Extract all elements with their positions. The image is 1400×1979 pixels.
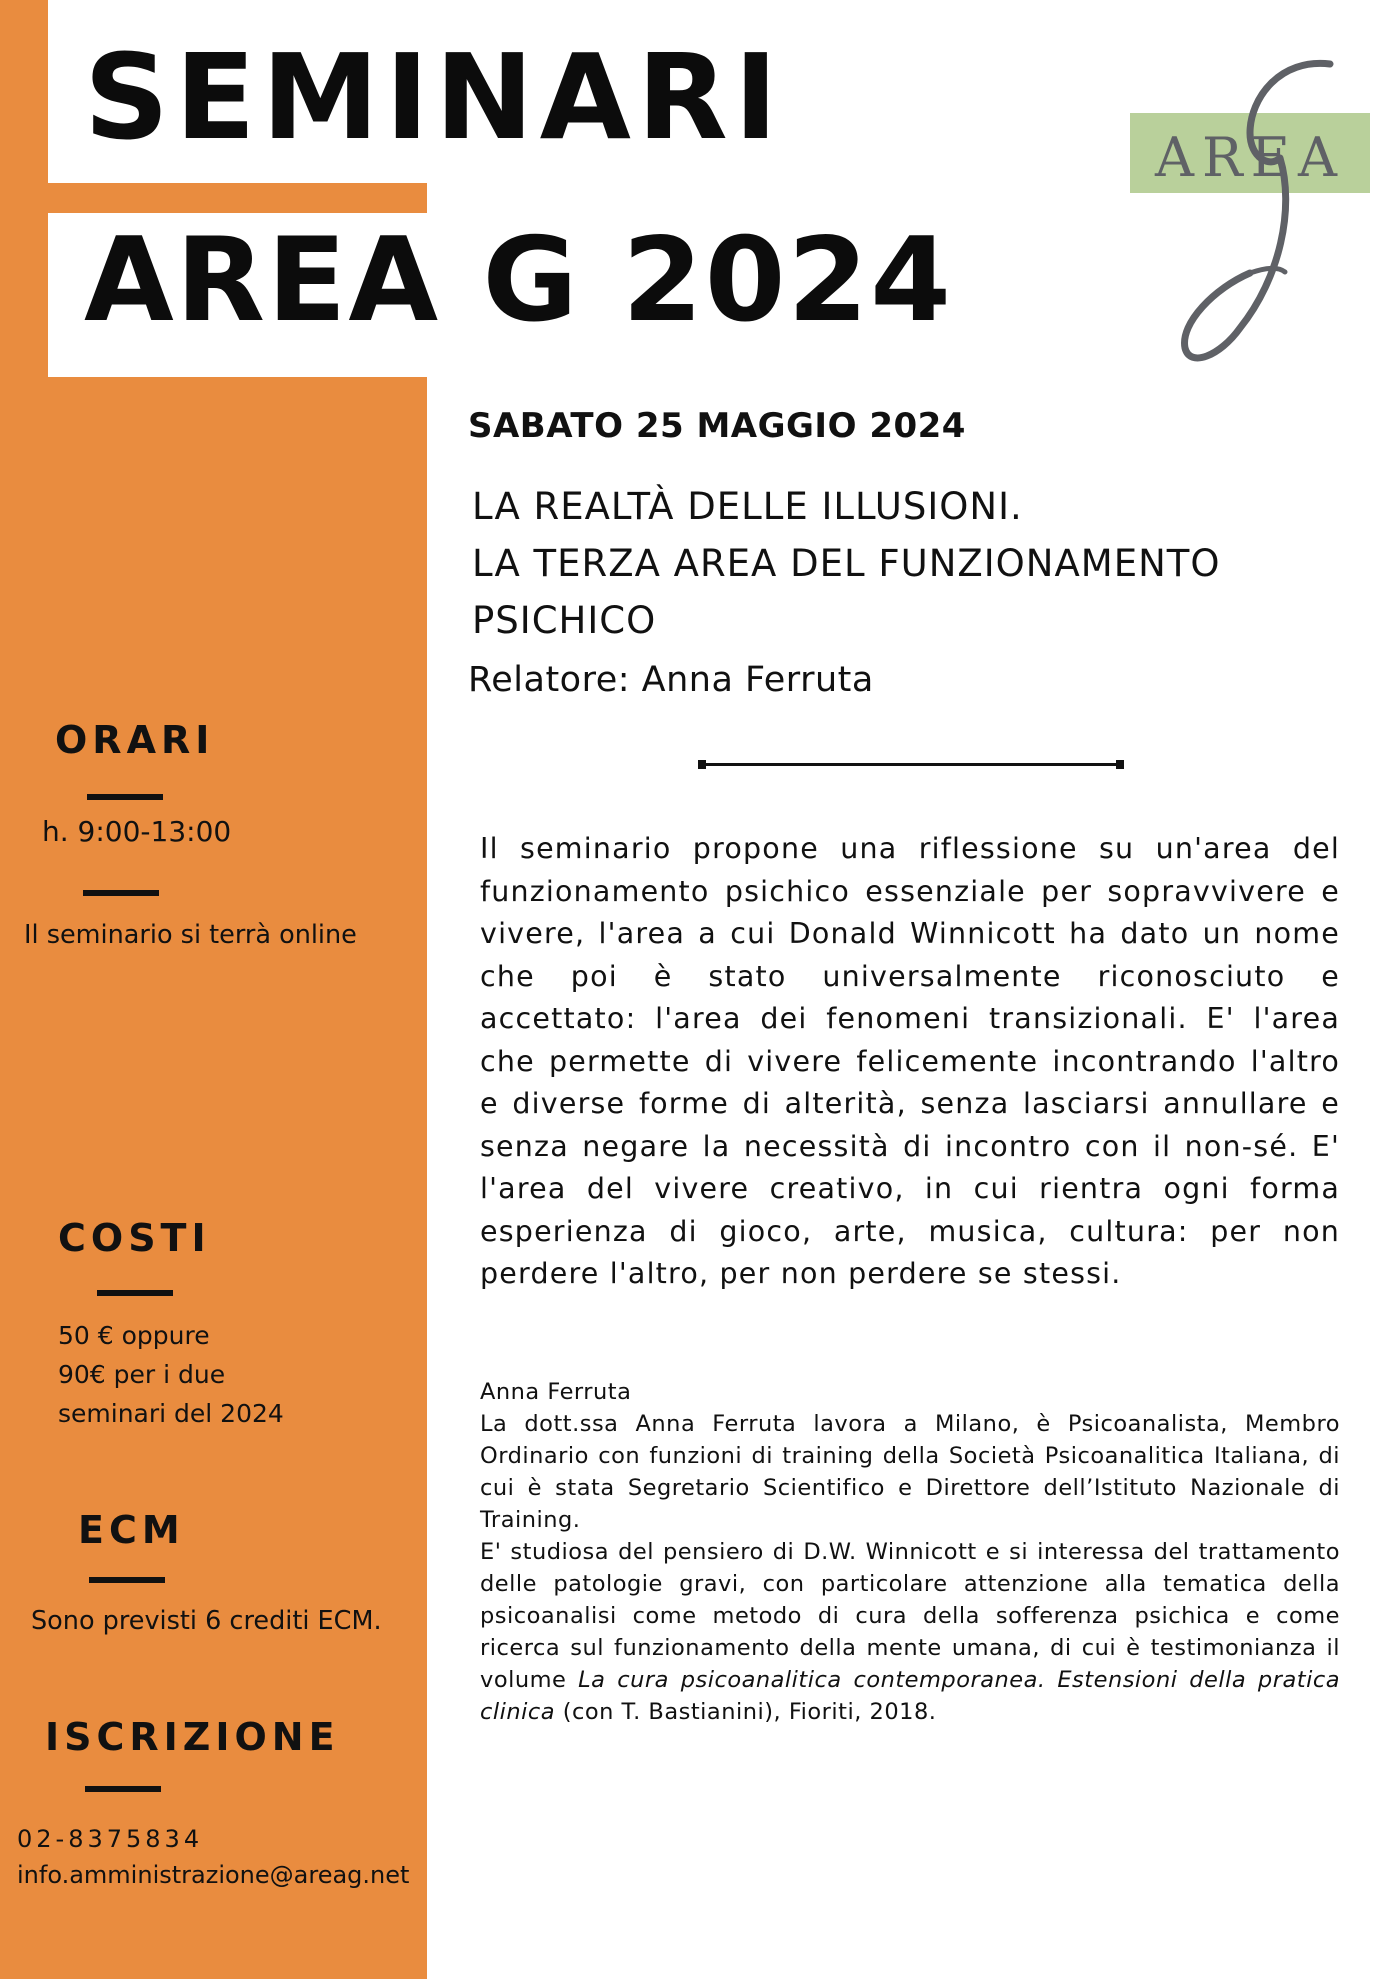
orari-hours: h. 9:00-13:00 [42,815,232,848]
orari-heading: ORARI [55,718,215,762]
logo-g-script [1185,63,1330,358]
costi-heading: COSTI [58,1216,211,1260]
email-link[interactable]: info.amministrazione@areag.net [17,1861,410,1889]
bio-paragraph-2 [480,1536,1340,1728]
bio-paragraph-2-end: (con T. Bastianini), Fioriti, 2018. [555,1699,937,1725]
costi-rule [97,1290,173,1296]
title-line-1: SEMINARI [84,28,784,166]
event-title [472,478,1322,649]
title-line-2: AREA G 2024 [84,213,953,348]
event-title-line: PSICHICO [472,599,657,642]
orari-rule-2 [83,890,159,896]
event-title-line: LA REALTÀ DELLE ILLUSIONI. [472,485,1023,528]
speaker: Relatore: Anna Ferruta [468,660,874,700]
phone-number[interactable]: 02-8375834 [17,1825,204,1853]
speaker-bio [480,1376,1340,1728]
ecm-heading: ECM [78,1508,185,1552]
iscrizione-heading: ISCRIZIONE [45,1715,340,1759]
ecm-rule [89,1577,165,1583]
bio-name: Anna Ferruta [480,1379,632,1405]
event-date: SABATO 25 MAGGIO 2024 [468,406,966,446]
seminar-description: Il seminario propone una riflessione su un'area del funzionamento psichico essenziale per sopravvivere e vivere, l'area a cui Donald Winnicott ha dato un nome che poi è stato universalmente riconosciuto e accettato: l'area dei fenomeni transizionali. E' l'area che permette di vivere felicemente incontrando l'altro e diverse forme di alterità, senza lasciarsi annullare e senza negare la necessità di incontro con il non-sé. E' l'area del vivere creativo, in cui rientra ogni forma esperienza di gioco, arte, musica, cultura: per non perdere l'altro, per non perdere se stessi. [480,832,1340,1290]
iscrizione-rule [85,1786,161,1792]
bio-paragraph-2-text: E' studiosa del pensiero di D.W. Winnicott e si interessa del trattamento delle patologie gravi, con particolare attenzione alla tematica della psicoanalisi come metodo di cura della sofferenza psichica e come ricerca sul funzionamento della mente umana, di cui è testimonianza il volume [480,1539,1340,1693]
area-g-logo [1130,58,1370,378]
orari-rule [87,794,163,800]
costi-line: 50 € oppure [58,1321,210,1350]
event-title-line: LA TERZA AREA DEL FUNZIONAMENTO [472,542,1221,585]
book-title: La cura psicoanalitica contemporanea. Estensioni della pratica clinica [480,1667,1340,1725]
ecm-text: Sono previsti 6 crediti ECM. [31,1606,382,1636]
divider-line [698,763,1124,766]
orari-mode: Il seminario si terrà online [24,920,357,950]
logo-g-foot [1250,268,1285,273]
logo-text: AREA [1154,126,1346,189]
costi-line: 90€ per i due [58,1360,226,1389]
costi-line: seminari del 2024 [58,1399,284,1428]
bio-paragraph-1: La dott.ssa Anna Ferruta lavora a Milano, è Psicoanalista, Membro Ordinario con funzioni di training della Società Psicoanalitica Italiana, di cui è stata Segretario Scientifico e Direttore dell’Istituto Nazionale di Training. [480,1411,1340,1533]
costi-text [58,1316,284,1433]
